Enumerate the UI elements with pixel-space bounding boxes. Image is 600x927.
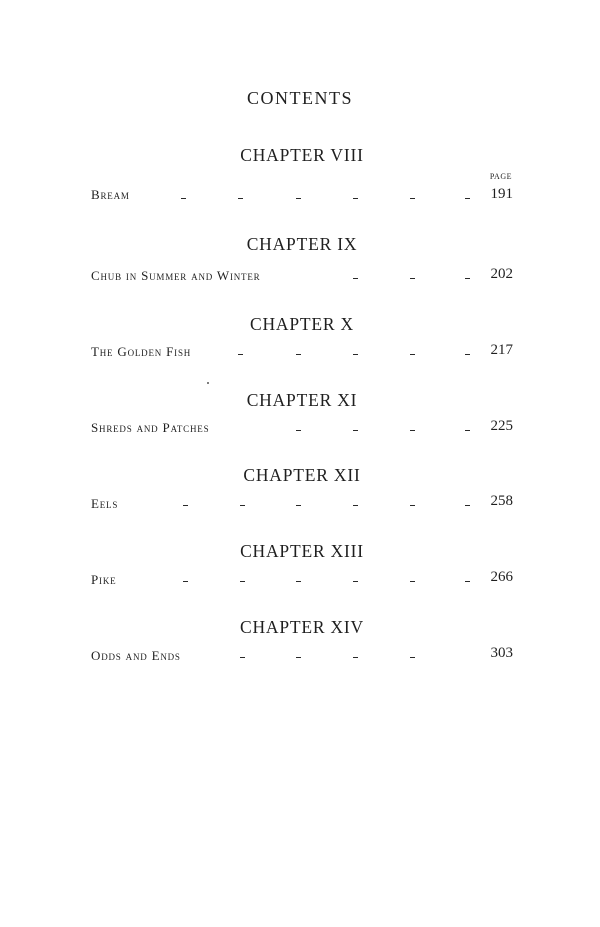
leader-dash <box>465 354 470 355</box>
leader-dash <box>238 354 243 355</box>
leader-dash <box>465 581 470 582</box>
chapter-heading: CHAPTER X <box>250 314 354 334</box>
leader-dash <box>353 354 358 355</box>
leader-dash <box>181 198 186 199</box>
leader-dash <box>183 505 188 506</box>
leader-dash <box>296 198 301 199</box>
leader-dash <box>410 198 415 199</box>
toc-entry-page: 258 <box>490 493 513 509</box>
leader-dash <box>410 505 415 506</box>
leader-dash <box>353 505 358 506</box>
leader-dash <box>238 198 243 199</box>
leader-dash <box>353 657 358 658</box>
leader-dash <box>296 354 301 355</box>
leader-dash <box>353 430 358 431</box>
chapter-heading: CHAPTER XIV <box>239 617 364 637</box>
leader-dash <box>465 505 470 506</box>
toc-entry-title: The Golden Fish <box>91 344 192 359</box>
toc-entry-title: Shreds and Patches <box>91 420 210 435</box>
leader-dash <box>240 581 245 582</box>
leader-dash <box>183 581 188 582</box>
leader-dash <box>410 354 415 355</box>
leader-dash <box>296 657 301 658</box>
toc-entry-page: 303 <box>490 645 513 661</box>
ink-speck <box>207 382 209 384</box>
toc-entry-page: 191 <box>490 186 513 202</box>
leader-dash <box>465 278 470 279</box>
page-column-label: PAGE <box>489 172 512 181</box>
leader-dash <box>296 581 301 582</box>
leader-dash <box>353 581 358 582</box>
toc-entry-page: 266 <box>490 569 513 585</box>
leader-dash <box>410 657 415 658</box>
chapter-heading: CHAPTER XI <box>246 390 358 410</box>
leader-dash <box>410 278 415 279</box>
leader-dash <box>465 198 470 199</box>
toc-entry-title: Bream <box>91 187 130 202</box>
chapter-heading: CHAPTER XIII <box>240 541 364 561</box>
leader-dash <box>353 278 358 279</box>
toc-entry-title: Odds and Ends <box>91 648 181 663</box>
leader-dash <box>296 505 301 506</box>
chapter-heading: CHAPTER VIII <box>240 145 364 165</box>
leader-dash <box>465 430 470 431</box>
toc-entry-page: 225 <box>490 418 513 434</box>
leader-dash <box>296 430 301 431</box>
toc-entry-title: Chub in Summer and Winter <box>91 268 261 283</box>
leader-dash <box>410 581 415 582</box>
chapter-heading: CHAPTER XII <box>243 465 361 485</box>
leader-dash <box>240 657 245 658</box>
leader-dash <box>353 198 358 199</box>
chapter-heading: CHAPTER IX <box>246 234 358 254</box>
toc-entry-page: 217 <box>490 342 513 358</box>
toc-entry-page: 202 <box>490 266 513 282</box>
contents-title: CONTENTS <box>247 88 353 108</box>
leader-dash <box>410 430 415 431</box>
toc-entry-title: Eels <box>91 496 119 511</box>
leader-dash <box>240 505 245 506</box>
toc-entry-title: Pike <box>91 572 117 587</box>
